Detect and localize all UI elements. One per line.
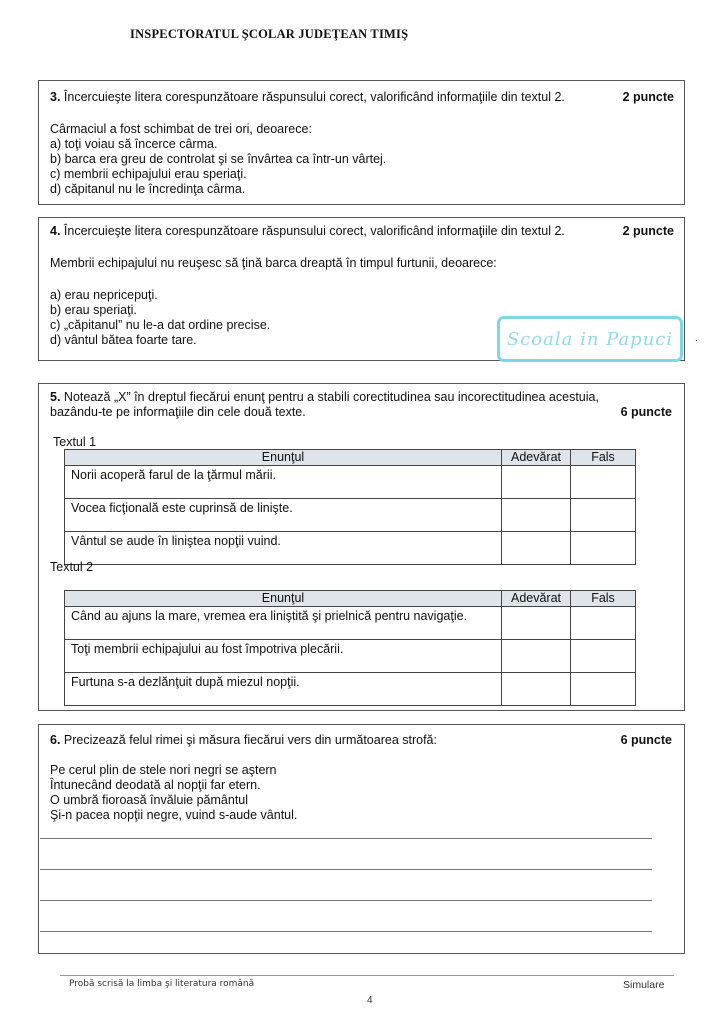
table-row bbox=[65, 673, 636, 706]
question-4-points: 2 puncte bbox=[622, 224, 674, 238]
question-6-points: 6 puncte bbox=[620, 733, 672, 747]
question-3-option-d[interactable]: d) căpitanul nu le încredinţa cârma. bbox=[50, 182, 246, 196]
verse-3: O umbră fioroasă învăluie pământul bbox=[50, 793, 249, 807]
answer-line[interactable] bbox=[40, 931, 652, 932]
question-4-option-c[interactable]: c) „căpitanul” nu le-a dat ordine precise. bbox=[50, 318, 271, 332]
column-header-false: Fals bbox=[571, 450, 636, 466]
question-6-instruction: 6. Precizează felul rimei şi măsura fiecărui vers din următoarea strofă: bbox=[50, 733, 437, 747]
table-2-header-row bbox=[65, 591, 636, 607]
answer-line[interactable] bbox=[40, 900, 652, 901]
question-3-box bbox=[38, 80, 685, 205]
answer-line[interactable] bbox=[40, 838, 652, 839]
statement-cell: Vântul se aude în liniştea nopţii vuind. bbox=[65, 532, 502, 565]
question-3-stem: Cârmaciul a fost schimbat de trei ori, deoarece: bbox=[50, 122, 312, 136]
table-1-header-row bbox=[65, 450, 636, 466]
statement-cell: Furtuna s-a dezlănţuit după miezul nopţii. bbox=[65, 673, 502, 706]
verse-4: Şi-n pacea nopţii negre, vuind s-aude vântul. bbox=[50, 808, 298, 822]
answer-line[interactable] bbox=[40, 869, 652, 870]
true-answer-cell[interactable] bbox=[502, 640, 571, 673]
question-4-option-b[interactable]: b) erau speriaţi. bbox=[50, 303, 137, 317]
table-row bbox=[65, 532, 636, 565]
true-answer-cell[interactable] bbox=[502, 532, 571, 565]
question-5-points: 6 puncte bbox=[620, 405, 672, 419]
stray-dot: . bbox=[695, 333, 698, 344]
true-answer-cell[interactable] bbox=[502, 673, 571, 706]
table-1-label: Textul 1 bbox=[53, 435, 97, 449]
column-header-statement: Enunţul bbox=[65, 591, 502, 607]
footer-exam-title: Probă scrisă la limba şi literatura română bbox=[69, 979, 255, 989]
false-answer-cell[interactable] bbox=[571, 499, 636, 532]
footer-simulation-label: Simulare bbox=[623, 979, 665, 991]
verse-2: Întunecând deodată al nopţii far etern. bbox=[50, 778, 261, 792]
true-answer-cell[interactable] bbox=[502, 499, 571, 532]
question-4-title bbox=[50, 224, 674, 238]
question-5-instruction-line2: bazându-te pe informaţiile din cele două texte. bbox=[50, 405, 306, 419]
false-answer-cell[interactable] bbox=[571, 673, 636, 706]
table-row bbox=[65, 607, 636, 640]
question-5-instruction-line1: 5. Notează „X” în dreptul fiecărui enunţ pentru a stabili corectitudinea sau incorectitudinea acestuia, bbox=[50, 390, 599, 404]
question-3-option-b[interactable]: b) barca era greu de controlat şi se învârtea ca într-un vârtej. bbox=[50, 152, 387, 166]
question-3-instruction: 3. Încercuieşte litera corespunzătoare răspunsului corect, valorificând informaţiile din textul 2. bbox=[50, 90, 565, 104]
question-4-option-a[interactable]: a) erau nepricepuţi. bbox=[50, 288, 158, 302]
table-2 bbox=[64, 590, 636, 706]
footer-divider bbox=[60, 975, 674, 976]
page-header: INSPECTORATUL ŞCOLAR JUDEŢEAN TIMIŞ bbox=[130, 27, 409, 41]
question-4-stem: Membrii echipajului nu reuşesc să ţină barca dreaptă în timpul furtunii, deoarece: bbox=[50, 256, 497, 270]
question-6-title bbox=[50, 733, 672, 747]
statement-cell: Vocea ficţională este cuprinsă de linişte. bbox=[65, 499, 502, 532]
false-answer-cell[interactable] bbox=[571, 640, 636, 673]
question-3-option-c[interactable]: c) membrii echipajului erau speriaţi. bbox=[50, 167, 247, 181]
true-answer-cell[interactable] bbox=[502, 607, 571, 640]
question-4-instruction: 4. Încercuieşte litera corespunzătoare răspunsului corect, valorificând informaţiile din textul 2. bbox=[50, 224, 565, 238]
question-3-option-a[interactable]: a) toţi voiau să încerce cârma. bbox=[50, 137, 218, 151]
column-header-true: Adevărat bbox=[502, 591, 571, 607]
column-header-statement: Enunţul bbox=[65, 450, 502, 466]
statement-cell: Când au ajuns la mare, vremea era liniştită şi prielnică pentru navigaţie. bbox=[65, 607, 502, 640]
statement-cell: Toţi membrii echipajului au fost împotriva plecării. bbox=[65, 640, 502, 673]
verse-1: Pe cerul plin de stele nori negri se aştern bbox=[50, 763, 277, 777]
table-row bbox=[65, 640, 636, 673]
question-3-points: 2 puncte bbox=[622, 90, 674, 104]
question-6-box bbox=[38, 724, 685, 954]
table-row bbox=[65, 499, 636, 532]
column-header-true: Adevărat bbox=[502, 450, 571, 466]
page-number: 4 bbox=[367, 995, 373, 1006]
column-header-false: Fals bbox=[571, 591, 636, 607]
statement-cell: Norii acoperă farul de la ţărmul mării. bbox=[65, 466, 502, 499]
false-answer-cell[interactable] bbox=[571, 466, 636, 499]
question-5-box bbox=[38, 383, 685, 711]
false-answer-cell[interactable] bbox=[571, 532, 636, 565]
question-4-option-d[interactable]: d) vântul bătea foarte tare. bbox=[50, 333, 197, 347]
question-3-title bbox=[50, 90, 674, 104]
table-2-label: Textul 2 bbox=[50, 560, 94, 574]
false-answer-cell[interactable] bbox=[571, 607, 636, 640]
watermark-logo: Scoala in Papuci bbox=[497, 316, 683, 362]
table-row bbox=[65, 466, 636, 499]
question-5-title-line2 bbox=[50, 405, 672, 419]
table-1 bbox=[64, 449, 636, 565]
true-answer-cell[interactable] bbox=[502, 466, 571, 499]
